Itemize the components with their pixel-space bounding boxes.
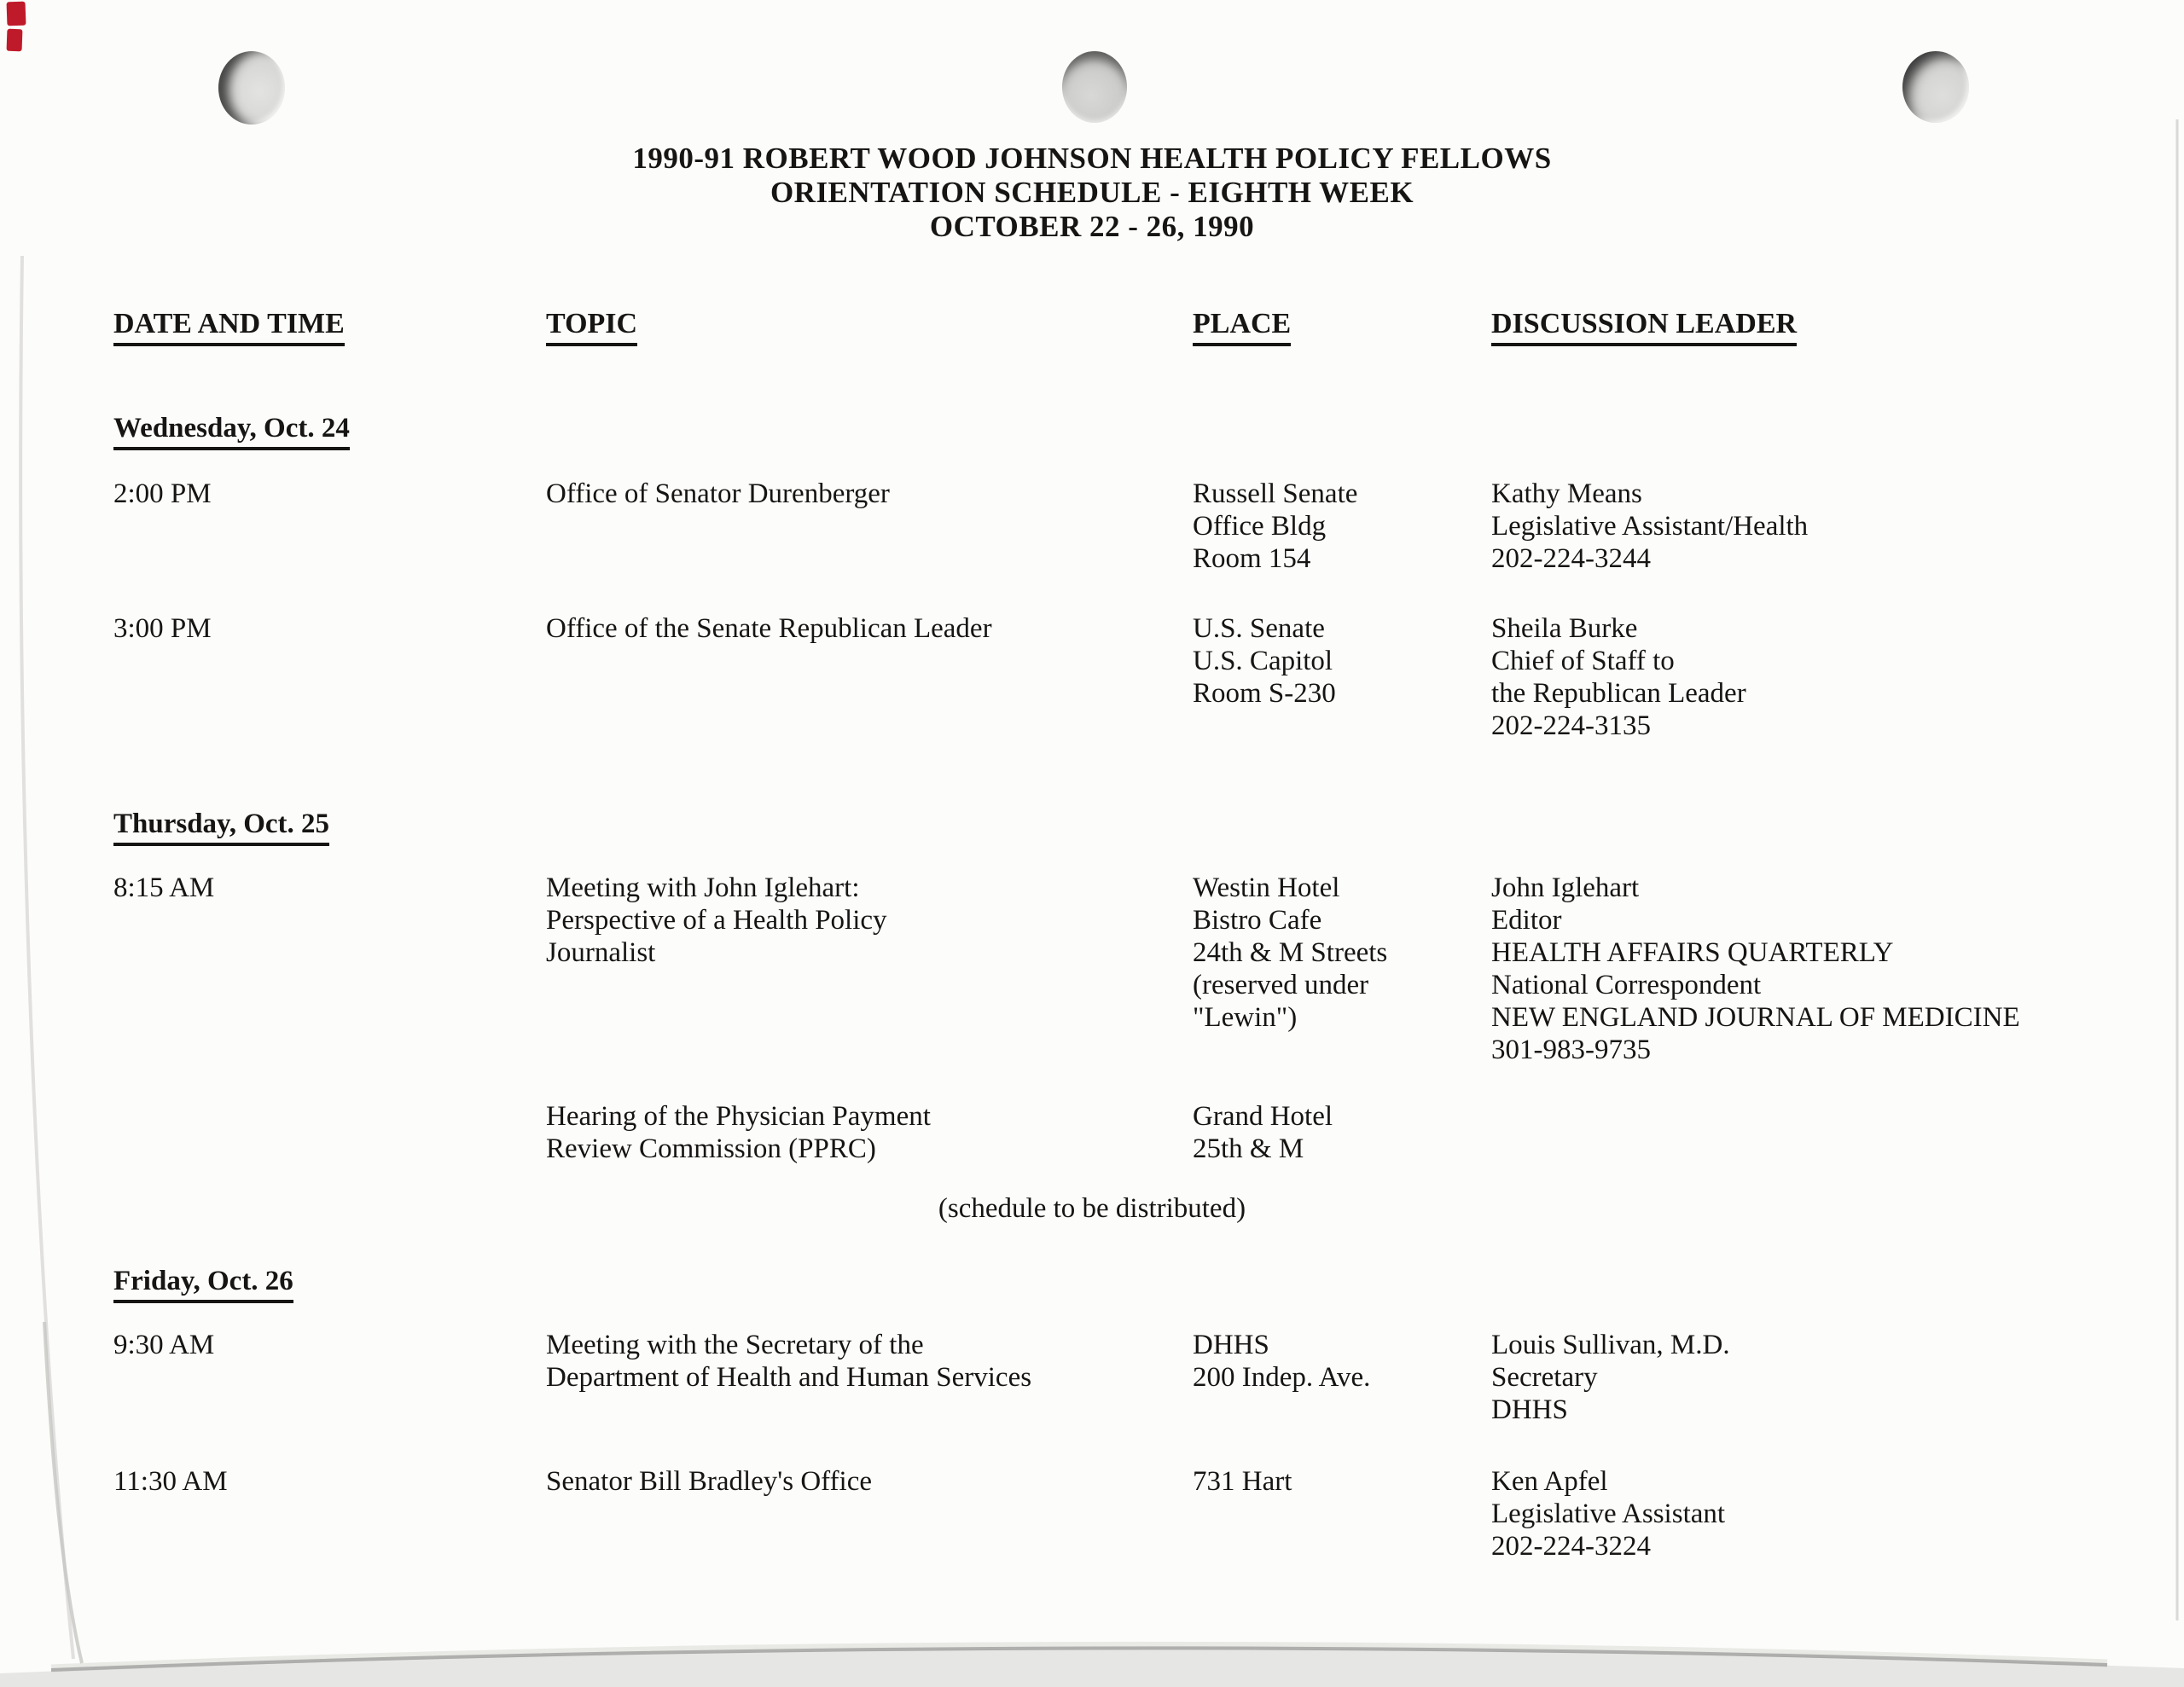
- day-header: [0, 411, 2184, 450]
- topic-line: Office of the Senate Republican Leader: [546, 613, 992, 644]
- topic-line: Office of Senator Durenberger: [546, 478, 890, 509]
- place-line: U.S. Capitol: [1193, 646, 1333, 676]
- topic-line: Meeting with John Iglehart:: [546, 872, 860, 903]
- place-line: Grand Hotel: [1193, 1101, 1333, 1132]
- leader-line: the Republican Leader: [1491, 678, 1746, 709]
- leader-cell: [1491, 1465, 2184, 1562]
- place-line: Westin Hotel: [1193, 872, 1340, 903]
- day-header-label: Thursday, Oct. 25: [113, 807, 329, 846]
- topic-line: Hearing of the Physician Payment: [546, 1101, 931, 1132]
- title-line-3: OCTOBER 22 - 26, 1990: [929, 210, 1255, 243]
- leader-line: Secretary: [1491, 1362, 1598, 1393]
- place-line: 25th & M: [1193, 1133, 1304, 1164]
- column-header-place: PLACE: [1193, 307, 1491, 346]
- place-cell: [1193, 1465, 1491, 1562]
- leader-line: Chief of Staff to: [1491, 646, 1675, 676]
- place-line: 731 Hart: [1193, 1466, 1292, 1497]
- place-cell: [1193, 872, 1491, 1066]
- topic-cell: [546, 478, 1193, 575]
- leader-cell: [1491, 1329, 2184, 1426]
- schedule-note: (schedule to be distributed): [938, 1193, 1246, 1224]
- topic-line: Perspective of a Health Policy: [546, 905, 887, 936]
- leader-line: DHHS: [1491, 1394, 1568, 1425]
- place-line: Bistro Cafe: [1193, 905, 1322, 936]
- time-line: 8:15 AM: [113, 872, 215, 903]
- time-line: 2:00 PM: [113, 478, 212, 509]
- leader-cell: [1491, 872, 2184, 1066]
- time-cell: [113, 478, 546, 575]
- topic-line: Meeting with the Secretary of the: [546, 1330, 924, 1360]
- place-line: "Lewin"): [1193, 1002, 1298, 1033]
- event-row: [0, 1100, 2184, 1165]
- leader-line: 202-224-3224: [1491, 1531, 1651, 1562]
- leader-line: Kathy Means: [1491, 478, 1642, 509]
- schedule-body: [0, 411, 2184, 1562]
- day-header-label: Wednesday, Oct. 24: [113, 411, 350, 450]
- event-row: [0, 872, 2184, 1066]
- column-header-topic: TOPIC: [546, 307, 1193, 346]
- place-line: DHHS: [1193, 1330, 1269, 1360]
- place-line: 200 Indep. Ave.: [1193, 1362, 1371, 1393]
- leader-cell: [1491, 1100, 2184, 1165]
- leader-line: Editor: [1491, 905, 1562, 936]
- topic-cell: [546, 1465, 1193, 1562]
- column-header-date-and-time: DATE AND TIME: [113, 307, 546, 346]
- place-line: Office Bldg: [1193, 511, 1327, 542]
- leader-line: Ken Apfel: [1491, 1466, 1608, 1497]
- place-line: Room 154: [1193, 543, 1311, 574]
- topic-cell: [546, 1100, 1193, 1165]
- time-line: 9:30 AM: [113, 1330, 215, 1360]
- leader-line: Legislative Assistant: [1491, 1499, 1726, 1529]
- topic-cell: [546, 872, 1193, 1066]
- leader-cell: [1491, 612, 2184, 742]
- time-cell: [113, 872, 546, 1066]
- topic-cell: [546, 1329, 1193, 1426]
- place-line: 24th & M Streets: [1193, 937, 1388, 968]
- place-line: (reserved under: [1193, 970, 1369, 1000]
- leader-line: Louis Sullivan, M.D.: [1491, 1330, 1730, 1360]
- place-cell: [1193, 612, 1491, 742]
- event-row: [0, 1329, 2184, 1426]
- leader-line: 202-224-3135: [1491, 710, 1651, 741]
- topic-line: Senator Bill Bradley's Office: [546, 1466, 872, 1497]
- day-header: [0, 807, 2184, 846]
- time-cell: [113, 1465, 546, 1562]
- topic-line: Department of Health and Human Services: [546, 1362, 1032, 1393]
- leader-line: Legislative Assistant/Health: [1491, 511, 1809, 542]
- time-cell: [113, 1329, 546, 1426]
- leader-line: HEALTH AFFAIRS QUARTERLY: [1491, 937, 1894, 968]
- title-line-1: 1990-91 ROBERT WOOD JOHNSON HEALTH POLICY FELLOWS: [632, 142, 1552, 175]
- time-cell: [113, 1100, 546, 1165]
- event-row: [0, 478, 2184, 575]
- place-cell: [1193, 478, 1491, 575]
- topic-line: Review Commission (PPRC): [546, 1133, 876, 1164]
- topic-line: Journalist: [546, 937, 656, 968]
- time-line: 11:30 AM: [113, 1466, 228, 1497]
- day-header-label: Friday, Oct. 26: [113, 1264, 293, 1303]
- place-cell: [1193, 1329, 1491, 1426]
- leader-cell: [1491, 478, 2184, 575]
- leader-line: National Correspondent: [1491, 970, 1762, 1000]
- leader-line: Sheila Burke: [1491, 613, 1638, 644]
- place-line: Russell Senate: [1193, 478, 1358, 509]
- topic-cell: [546, 612, 1193, 742]
- time-cell: [113, 612, 546, 742]
- leader-line: 301-983-9735: [1491, 1035, 1651, 1065]
- leader-line: John Iglehart: [1491, 872, 1640, 903]
- column-header-discussion-leader: DISCUSSION LEADER: [1491, 307, 2184, 346]
- event-row: [0, 1465, 2184, 1562]
- place-cell: [1193, 1100, 1491, 1165]
- place-line: Room S-230: [1193, 678, 1336, 709]
- leader-line: 202-224-3244: [1491, 543, 1651, 574]
- place-line: U.S. Senate: [1193, 613, 1325, 644]
- title-line-2: ORIENTATION SCHEDULE - EIGHTH WEEK: [770, 176, 1414, 209]
- time-line: 3:00 PM: [113, 613, 212, 644]
- day-header: [0, 1264, 2184, 1303]
- event-row: [0, 612, 2184, 742]
- document-title: [0, 142, 2184, 244]
- leader-line: NEW ENGLAND JOURNAL OF MEDICINE: [1491, 1002, 2020, 1033]
- column-headers: [0, 307, 2184, 346]
